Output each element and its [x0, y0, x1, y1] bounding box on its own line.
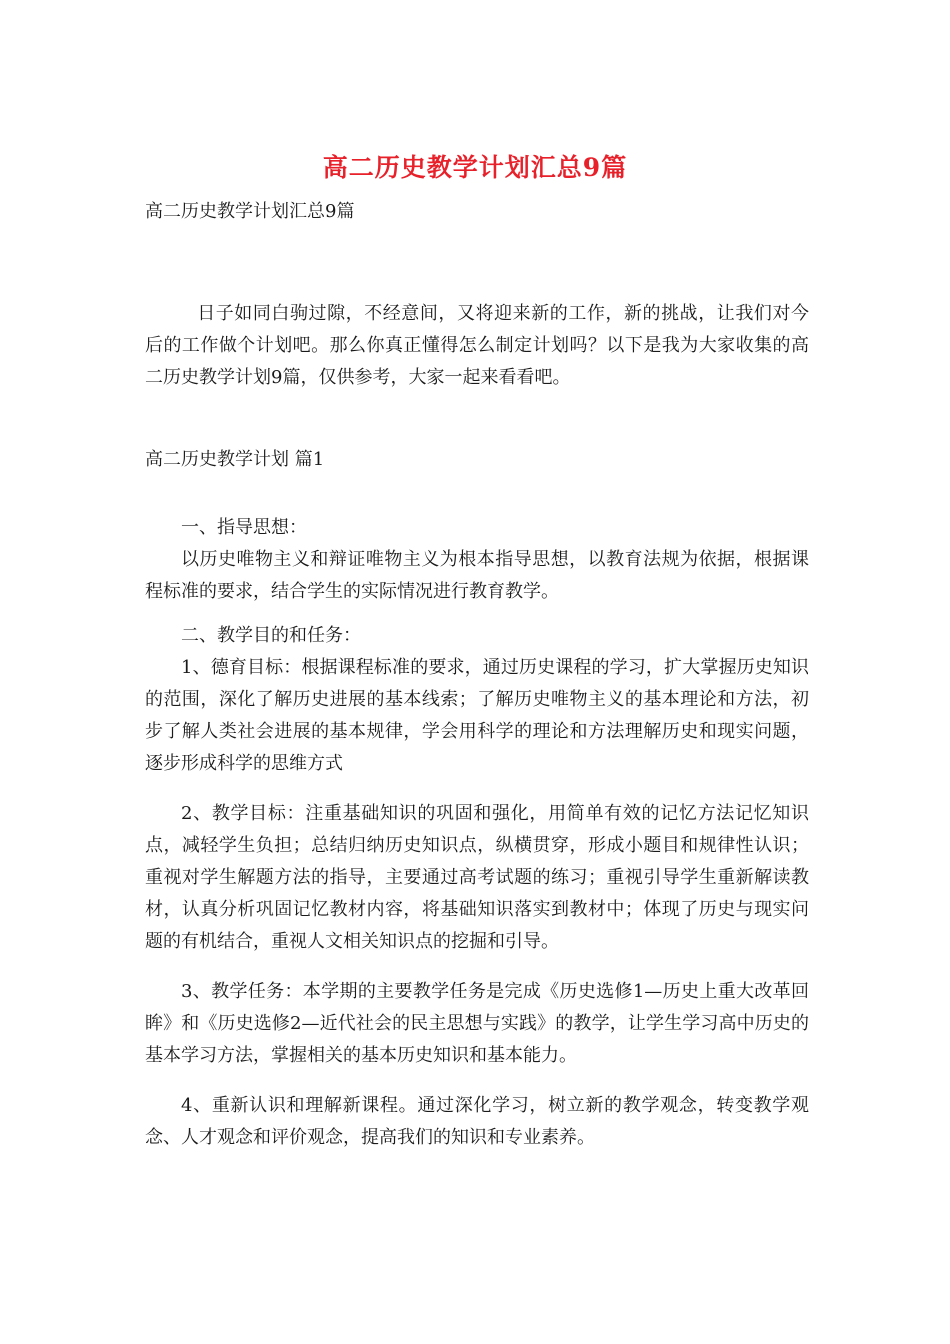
intro-paragraph: 日子如同白驹过隙，不经意间，又将迎来新的工作，新的挑战，让我们对今后的工作做个计划吧。那么你真正懂得怎么制定计划吗？以下是我为大家收集的高二历史教学计划9篇，仅供参考，大家一起来看看吧。	[145, 303, 809, 388]
paragraph-guiding-ideology: 以历史唯物主义和辩证唯物主义为根本指导思想，以教育法规为依据，根据课程标准的要求，结合学生的实际情况进行教育教学。	[145, 549, 809, 602]
section-heading: 高二历史教学计划 篇1	[145, 449, 325, 470]
paragraph-moral-goal: 1、德育目标：根据课程标准的要求，通过历史课程的学习，扩大掌握历史知识的范围，深化了解历史进展的基本线索；了解历史唯物主义的基本理论和方法，初步了解人类社会进展的基本规律，学会用科学的理论和方法理解历史和现实问题，逐步形成科学的思维方式	[145, 657, 809, 774]
document-title: 高二历史教学计划汇总9篇	[322, 153, 628, 182]
document-subtitle: 高二历史教学计划汇总9篇	[145, 201, 355, 222]
paragraph-teaching-task: 3、教学任务：本学期的主要教学任务是完成《历史选修1—历史上重大改革回眸》和《历史选修2—近代社会的民主思想与实践》的教学，让学生学习高中历史的基本学习方法，掌握相关的基本历史知识和基本能力。	[145, 981, 809, 1066]
paragraph-guiding-ideology-heading: 一、指导思想：	[181, 517, 307, 538]
paragraph-goals-heading: 二、教学目的和任务：	[181, 625, 361, 646]
paragraph-teaching-goal: 2、教学目标：注重基础知识的巩固和强化，用简单有效的记忆方法记忆知识点，减轻学生负担；总结归纳历史知识点，纵横贯穿，形成小题目和规律性认识；重视对学生解题方法的指导，主要通过高考试题的练习；重视引导学生重新解读教材，认真分析巩固记忆教材内容，将基础知识落实到教材中；体现了历史与现实问题的有机结合，重视人文相关知识点的挖掘和引导。	[145, 803, 809, 952]
paragraph-new-curriculum: 4、重新认识和理解新课程。通过深化学习，树立新的教学观念，转变教学观念、人才观念和评价观念，提高我们的知识和专业素养。	[145, 1095, 809, 1148]
